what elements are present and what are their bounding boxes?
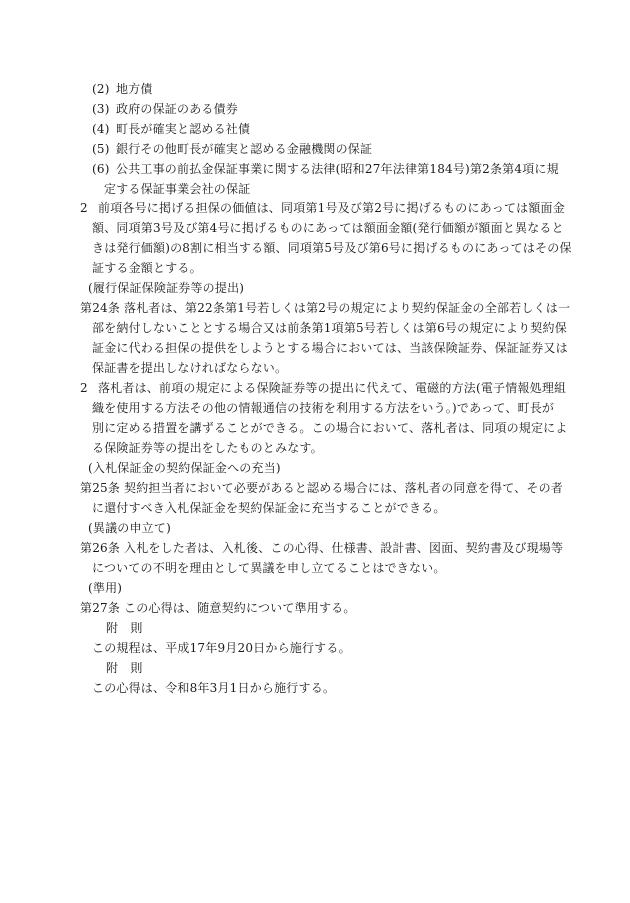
paragraph-line: 別に定める措置を講ずることができる。この場合において、落札者は、同項の規定によ <box>92 421 568 435</box>
paragraph-line: 2 前項各号に掲げる担保の価値は、同項第1号及び第2号に掲げるものにあっては額面金 <box>80 201 565 215</box>
paragraph-number: 2 <box>80 201 88 215</box>
article-caption: (入札保証金の契約保証金への充当) <box>88 461 281 475</box>
list-item <box>92 142 372 156</box>
item-number: (4) <box>92 122 110 136</box>
article-caption: (異議の申立て) <box>88 521 171 535</box>
article-number: 第27条 <box>80 601 121 615</box>
list-item <box>92 82 153 96</box>
article-line: に還付すべき入札保証金を契約保証金に充当することができる。 <box>92 501 446 515</box>
paragraph-number: 2 <box>80 381 88 395</box>
article-line: 証金に代わる担保の提供をしようとする場合においては、当該保険証券、保証証券又は <box>92 341 568 355</box>
paragraph-line: 証する金額とする。 <box>92 261 202 275</box>
article-number: 第24条 <box>80 301 121 315</box>
article-line: 保証書を提出しなければならない。 <box>92 361 288 375</box>
item-text: 町長が確実と認める社債 <box>116 122 251 136</box>
article-line: 第27条 この心得は、随意契約について準用する。 <box>80 601 356 615</box>
article-line: についての不明を理由として異議を申し立てることはできない。 <box>92 561 446 575</box>
supplement-heading: 附 則 <box>106 661 143 675</box>
supplement-text: この心得は、令和8年3月1日から施行する。 <box>92 681 336 695</box>
article-number: 第25条 <box>80 481 121 495</box>
paragraph-line: 織を使用する方法その他の情報通信の技術を利用する方法をいう。)であって、町長が <box>92 401 555 415</box>
list-item <box>92 122 250 136</box>
item-number: (6) <box>92 162 110 176</box>
article-line: 第24条 落札者は、第22条第1号若しくは第2号の規定により契約保証金の全部若しくは一 <box>80 301 571 315</box>
article-line: 部を納付しないこととする場合又は前条第1項第5号若しくは第6号の規定により契約保 <box>92 321 567 335</box>
item-number: (2) <box>92 82 110 96</box>
paragraph-line: きは発行価額)の8割に相当する額、同項第5号及び第6号に掲げるものにあってはその保 <box>92 241 572 255</box>
paragraph-line: 額、同項第3号及び第4号に掲げるものにあっては額面金額(発行価額が額面と異なると <box>92 221 564 235</box>
item-text: 公共工事の前払金保証事業に関する法律(昭和27年法律第184号)第2条第4項に規 <box>116 162 559 176</box>
item-continuation: 定する保証事業会社の保証 <box>104 182 251 196</box>
item-number: (3) <box>92 102 110 116</box>
list-item <box>92 102 238 116</box>
article-line: 第26条 入札をした者は、入札後、この心得、仕様書、設計書、図面、契約書及び現場等 <box>80 541 564 555</box>
item-text: 銀行その他町長が確実と認める金融機関の保証 <box>116 142 373 156</box>
list-item <box>92 162 559 176</box>
paragraph-line: る保険証券等の提出をしたものとみなす。 <box>92 441 323 455</box>
article-line: 第25条 契約担当者において必要があると認める場合には、落札者の同意を得て、その者 <box>80 481 563 495</box>
item-text: 地方債 <box>116 82 153 96</box>
item-number: (5) <box>92 142 110 156</box>
article-number: 第26条 <box>80 541 121 555</box>
item-text: 政府の保証のある債券 <box>116 102 239 116</box>
article-caption: (履行保証保険証券等の提出) <box>88 281 245 295</box>
supplement-heading: 附 則 <box>106 621 143 635</box>
supplement-text: この規程は、平成17年9月20日から施行する。 <box>92 641 351 655</box>
article-caption: (準用) <box>88 581 123 595</box>
paragraph-line: 2 落札者は、前項の規定による保険証券等の提出に代えて、電磁的方法(電子情報処理組 <box>80 381 567 395</box>
